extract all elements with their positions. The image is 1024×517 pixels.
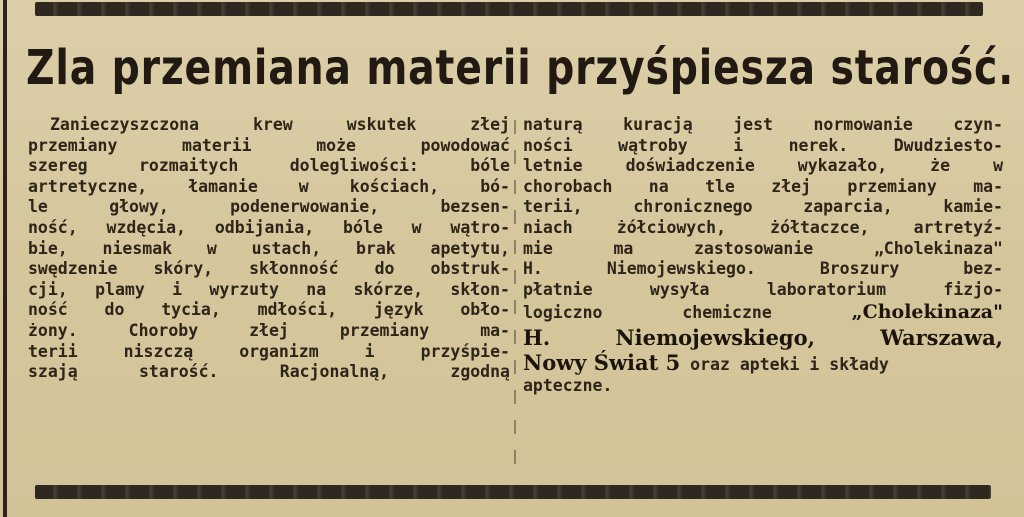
right-text-column	[523, 115, 1003, 397]
text-line: letnie doświadczenie wykazało, że w	[523, 156, 1003, 176]
text-line: artretyczne, łamanie w kościach, bó-	[28, 176, 510, 196]
bottom-decorative-rule	[35, 485, 991, 499]
address-emphasis: Nowy Świat 5	[523, 350, 681, 376]
text-line-with-emphasis	[523, 300, 1003, 325]
address-line	[523, 350, 1003, 376]
text-line: chorobach na tle złej przemiany ma-	[523, 176, 1003, 196]
text-line: H. Niemojewskiego. Broszury bez-	[523, 259, 1003, 279]
text-line: szają starość. Racjonalną, zgodną	[28, 362, 510, 382]
company-name-emphasis: H. Niemojewskiego, Warszawa,	[523, 325, 1003, 351]
text-line: żony. Choroby złej przemiany ma-	[28, 320, 510, 340]
text-line: swędzenie skóry, skłonność do obstruk-	[28, 259, 510, 279]
column-divider	[514, 120, 516, 470]
text-line: terii niszczą organizm i przyśpie-	[28, 341, 510, 361]
text-line: mie ma zastosowanie „Cholekinaza"	[523, 238, 1003, 258]
text-line: ność, wzdęcia, odbijania, bóle w wątro-	[28, 217, 510, 237]
text-fragment: logiczno chemiczne	[523, 303, 772, 323]
text-line: ności wątroby i nerek. Dwudziesto-	[523, 135, 1003, 155]
text-line: ność do tycia, mdłości, język obło-	[28, 300, 510, 320]
text-line: szereg rozmaitych dolegliwości: bóle	[28, 156, 510, 176]
left-border-rule	[3, 0, 7, 517]
top-decorative-rule	[35, 2, 983, 16]
headline: Zla przemiana materii przyśpiesza starość.	[26, 40, 1014, 96]
text-line: bie, niesmak w ustach, brak apetytu,	[28, 238, 510, 258]
text-line: Zanieczyszczona krew wskutek złej	[50, 115, 510, 134]
text-line: niach żółciowych, żółtaczce, artretyź-	[523, 217, 1003, 237]
text-line: przemiany materii może powodować	[28, 135, 510, 155]
text-line: terii, chronicznego zaparcia, kamie-	[523, 197, 1003, 217]
product-name-emphasis: „Cholekinaza"	[851, 301, 1003, 324]
text-line: cji, plamy i wyrzuty na skórze, skłon-	[28, 279, 510, 299]
text-line: naturą kuracją jest normowanie czyn-	[523, 115, 1003, 134]
text-line: apteczne.	[523, 375, 613, 395]
left-text-column	[28, 115, 510, 383]
text-fragment: oraz apteki i składy	[680, 355, 889, 375]
text-line: płatnie wysyła laboratorium fizjo-	[523, 279, 1003, 299]
text-line: le głowy, podenerwowanie, bezsen-	[28, 197, 510, 217]
